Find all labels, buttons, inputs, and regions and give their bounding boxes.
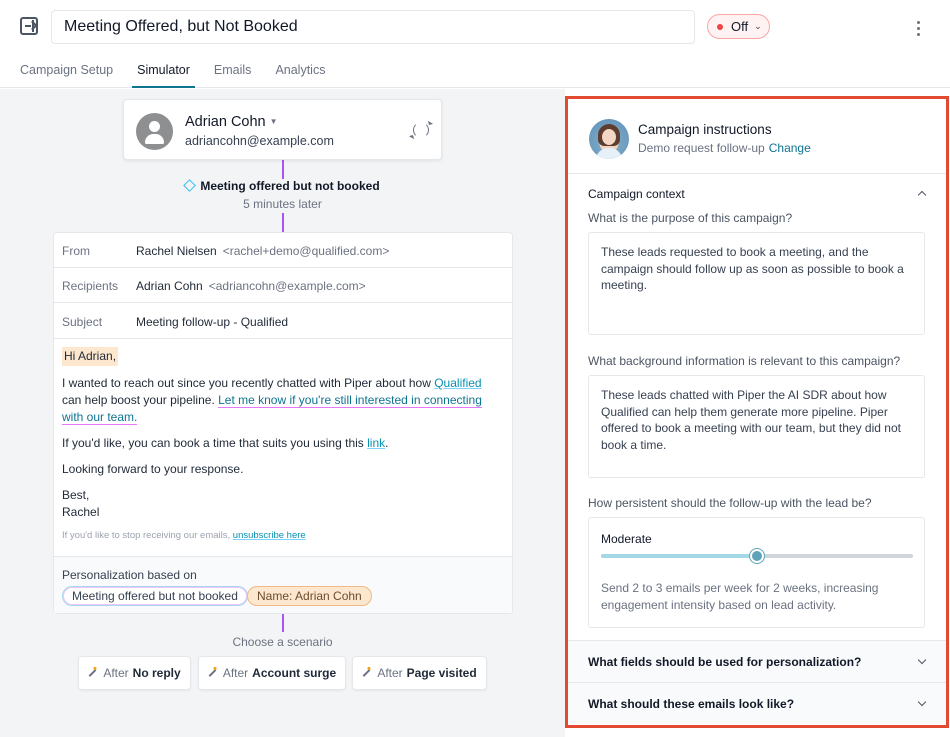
- unsubscribe-note: If you'd like to stop receiving our emails, unsubscribe here: [62, 530, 306, 541]
- tab-analytics[interactable]: Analytics: [275, 63, 326, 77]
- unsubscribe-link[interactable]: unsubscribe here: [232, 530, 306, 541]
- recipient-name: Adrian Cohn: [136, 279, 203, 293]
- persistence-level-label: Moderate: [601, 532, 652, 546]
- email-subject: Meeting follow-up - Qualified: [136, 315, 289, 329]
- instructions-title: Campaign instructions: [638, 122, 772, 137]
- connector-line: [282, 213, 284, 232]
- agent-avatar: [589, 119, 629, 159]
- scenario-no-reply-button[interactable]: After No reply: [78, 656, 191, 690]
- user-avatar-icon: [136, 113, 173, 150]
- background-question: What background information is relevant to this campaign?: [588, 354, 901, 368]
- recipients-row: Recipients Adrian Cohn <adriancohn@example.com>: [54, 268, 512, 303]
- connector-line: [282, 614, 284, 632]
- ai-highlight-text: Let me know if you're still interested in connecting with our team.: [62, 393, 482, 424]
- email-style-accordion[interactable]: What should these emails look like?: [568, 682, 946, 724]
- tab-bar: [20, 56, 349, 88]
- chevron-down-icon: [918, 656, 926, 664]
- persistence-slider[interactable]: [601, 554, 913, 558]
- chevron-down-icon: [918, 698, 926, 706]
- top-bar: [0, 0, 950, 88]
- email-paragraph: I wanted to reach out since you recently chatted with Piper about how Qualified can help boost your pipeline. Let me know if you're still interested in connecting with our team.: [62, 376, 482, 424]
- qualified-link[interactable]: Qualified: [434, 376, 482, 390]
- instructions-subtitle: Demo request follow-up: [638, 141, 765, 155]
- recipient-address: <adriancohn@example.com>: [208, 279, 366, 293]
- magic-wand-icon: [363, 669, 371, 677]
- magic-wand-icon: [208, 669, 216, 677]
- sidebar-toggle-icon[interactable]: [20, 17, 38, 35]
- personalization-chip[interactable]: Meeting offered but not booked: [62, 586, 248, 606]
- persistence-slider-box: [588, 517, 925, 628]
- contact-name[interactable]: Adrian Cohn ▼: [185, 114, 278, 130]
- contact-email: adriancohn@example.com: [185, 134, 334, 148]
- campaign-instructions-panel: [565, 96, 949, 728]
- status-label: Off: [731, 19, 749, 34]
- email-preview-card: [53, 232, 513, 614]
- chevron-down-icon: ⌄: [754, 21, 762, 31]
- tab-emails[interactable]: Emails: [213, 63, 252, 77]
- personalization-chip[interactable]: Name: Adrian Cohn: [247, 586, 372, 606]
- from-row: From Rachel Nielsen <rachel+demo@qualified.com>: [54, 233, 512, 268]
- purpose-textarea[interactable]: These leads requested to book a meeting, and the campaign should follow up as soon as possible to book a meeting.: [588, 232, 925, 335]
- change-link[interactable]: Change: [768, 141, 811, 155]
- email-paragraph: If you'd like, you can book a time that suits you using this link.: [62, 436, 389, 450]
- connector-line: [282, 160, 284, 179]
- trigger-icon: [183, 179, 196, 192]
- persistence-question: How persistent should the follow-up with the lead be?: [588, 496, 872, 510]
- subject-row: Subject Meeting follow-up - Qualified: [54, 304, 512, 339]
- trigger-title: Meeting offered but not booked: [200, 179, 380, 193]
- chevron-up-icon[interactable]: [918, 191, 926, 199]
- trigger-step: [0, 179, 565, 211]
- greeting-personalized: Hi Adrian,: [62, 347, 118, 366]
- email-paragraph: Looking forward to your response.: [62, 462, 244, 476]
- from-name: Rachel Nielsen: [136, 244, 217, 258]
- more-options-icon[interactable]: [910, 18, 926, 38]
- personalization-section: Personalization based on Meeting offered but not booked Name: Adrian Cohn: [54, 556, 512, 613]
- scenario-account-surge-button[interactable]: After Account surge: [198, 656, 346, 690]
- email-signature: Rachel: [62, 505, 100, 519]
- campaign-context-header[interactable]: Campaign context: [588, 187, 685, 201]
- tab-campaign-setup[interactable]: Campaign Setup: [20, 63, 114, 77]
- magic-wand-icon: [89, 669, 97, 677]
- chevron-down-icon: ▼: [269, 117, 278, 126]
- email-body: [62, 347, 502, 544]
- purpose-question: What is the purpose of this campaign?: [588, 211, 793, 225]
- refresh-icon[interactable]: [413, 122, 429, 138]
- email-signoff: Best,: [62, 488, 90, 502]
- status-dot-icon: [717, 24, 723, 30]
- tab-simulator[interactable]: Simulator: [132, 56, 195, 88]
- divider: [568, 173, 946, 174]
- simulator-canvas: [0, 89, 565, 737]
- scenario-page-visited-button[interactable]: After Page visited: [352, 656, 487, 690]
- persistence-description: Send 2 to 3 emails per week for 2 weeks, increasing engagement intensity based on lead activity.: [601, 581, 879, 612]
- trigger-delay: 5 minutes later: [243, 197, 322, 211]
- slider-fill: [601, 554, 757, 558]
- from-address: <rachel+demo@qualified.com>: [222, 244, 390, 258]
- personalization-fields-accordion[interactable]: What fields should be used for personalization?: [568, 640, 946, 682]
- campaign-title-input[interactable]: Meeting Offered, but Not Booked: [51, 10, 695, 44]
- slider-thumb[interactable]: [750, 549, 764, 563]
- status-dropdown[interactable]: [707, 14, 770, 39]
- background-textarea[interactable]: These leads chatted with Piper the AI SDR about how Qualified can help them generate more pipeline. Piper offered to book a meeting with our team, but they did not book a time.: [588, 375, 925, 478]
- scenario-label: Choose a scenario: [232, 635, 333, 649]
- contact-card[interactable]: [123, 99, 442, 160]
- booking-link[interactable]: link: [367, 436, 386, 450]
